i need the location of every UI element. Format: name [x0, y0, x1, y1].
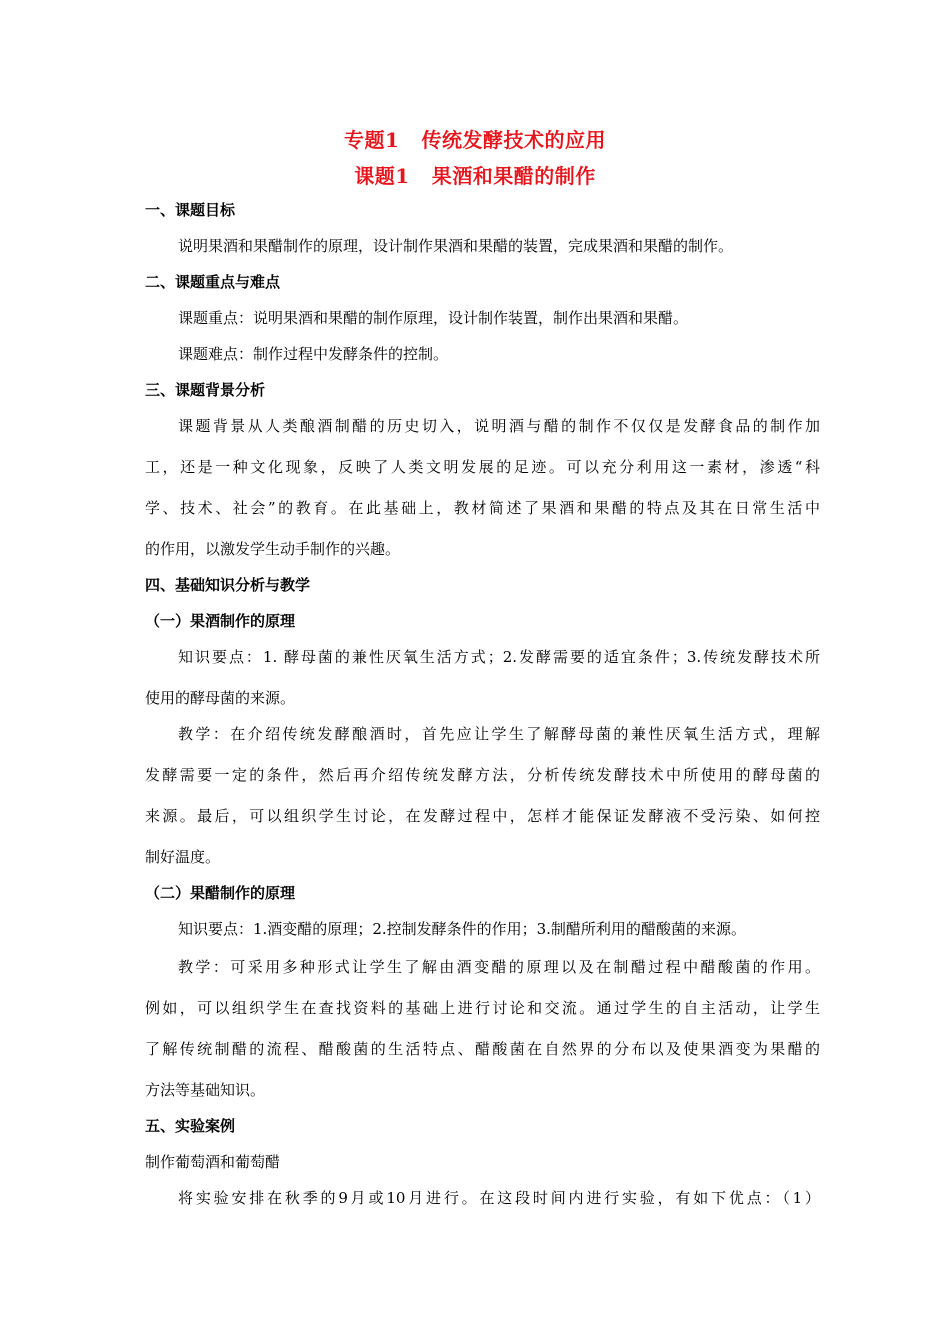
background-line: 的作用，以激发学生动手制作的兴趣。 [145, 540, 401, 558]
goals-paragraph: 说明果酒和果醋制作的原理，设计制作果酒和果醋的装置，完成果酒和果醋的制作。 [178, 237, 734, 255]
section-heading-background: 三、课题背景分析 [145, 381, 266, 399]
topic-name: 传统发酵技术的应用 [421, 128, 606, 152]
wine-teaching-line: 发酵需要一定的条件，然后再介绍传统发酵方法，分析传统发酵技术中所使用的酵母菌的 [145, 766, 820, 784]
experiment-subtitle: 制作葡萄酒和葡萄醋 [145, 1153, 281, 1171]
vinegar-teaching-line: 了解传统制醋的流程、醋酸菌的生活特点、醋酸菌在自然界的分布以及使果酒变为果醋的 [145, 1040, 820, 1058]
section-heading-basics: 四、基础知识分析与教学 [145, 576, 311, 594]
vinegar-teaching-line: 教学：可采用多种形式让学生了解由酒变醋的原理以及在制醋过程中醋酸菌的作用。 [178, 958, 820, 976]
difficulty-paragraph: 课题难点：制作过程中发酵条件的控制。 [178, 345, 449, 363]
experiment-paragraph: 将实验安排在秋季的9月或10月进行。在这段时间内进行实验，有如下优点：（1） [178, 1189, 820, 1207]
topic-number: 专题1 [344, 128, 400, 152]
vinegar-teaching-line: 方法等基础知识。 [145, 1081, 266, 1099]
subsection-heading-wine: （一）果酒制作的原理 [145, 612, 296, 630]
wine-teaching-line: 制好温度。 [145, 848, 221, 866]
wine-knowledge-line: 知识要点：1. 酵母菌的兼性厌氧生活方式；2.发酵需要的适宜条件；3.传统发酵技术所 [178, 648, 820, 666]
section-heading-key-points: 二、课题重点与难点 [145, 273, 281, 291]
section-heading-goals: 一、课题目标 [145, 201, 236, 219]
background-line: 课题背景从人类酿酒制醋的历史切入，说明酒与醋的制作不仅仅是发酵食品的制作加 [178, 417, 820, 435]
lesson-title [0, 160, 950, 189]
key-point-paragraph: 课题重点：说明果酒和果醋的制作原理，设计制作装置，制作出果酒和果醋。 [178, 309, 689, 327]
subsection-heading-vinegar: （二）果醋制作的原理 [145, 884, 296, 902]
wine-knowledge-line: 使用的酵母菌的来源。 [145, 689, 296, 707]
wine-teaching-line: 教学：在介绍传统发酵酿酒时，首先应让学生了解酵母菌的兼性厌氧生活方式，理解 [178, 725, 820, 743]
lesson-number: 课题1 [354, 164, 410, 188]
wine-teaching-line: 来源。最后，可以组织学生讨论，在发酵过程中，怎样才能保证发酵液不受污染、如何控 [145, 807, 820, 825]
lesson-name: 果酒和果醋的制作 [431, 164, 596, 188]
background-line: 学、技术、社会”的教育。在此基础上，教材简述了果酒和果醋的特点及其在日常生活中 [145, 499, 820, 517]
vinegar-knowledge-line: 知识要点：1.酒变醋的原理；2.控制发酵条件的作用；3.制醋所利用的醋酸菌的来源。 [178, 920, 746, 938]
section-heading-experiment: 五、实验案例 [145, 1117, 236, 1135]
vinegar-teaching-line: 例如，可以组织学生在查找资料的基础上进行讨论和交流。通过学生的自主活动，让学生 [145, 999, 820, 1017]
topic-title [0, 124, 950, 153]
background-line: 工，还是一种文化现象，反映了人类文明发展的足迹。可以充分利用这一素材，渗透“科 [145, 458, 820, 476]
